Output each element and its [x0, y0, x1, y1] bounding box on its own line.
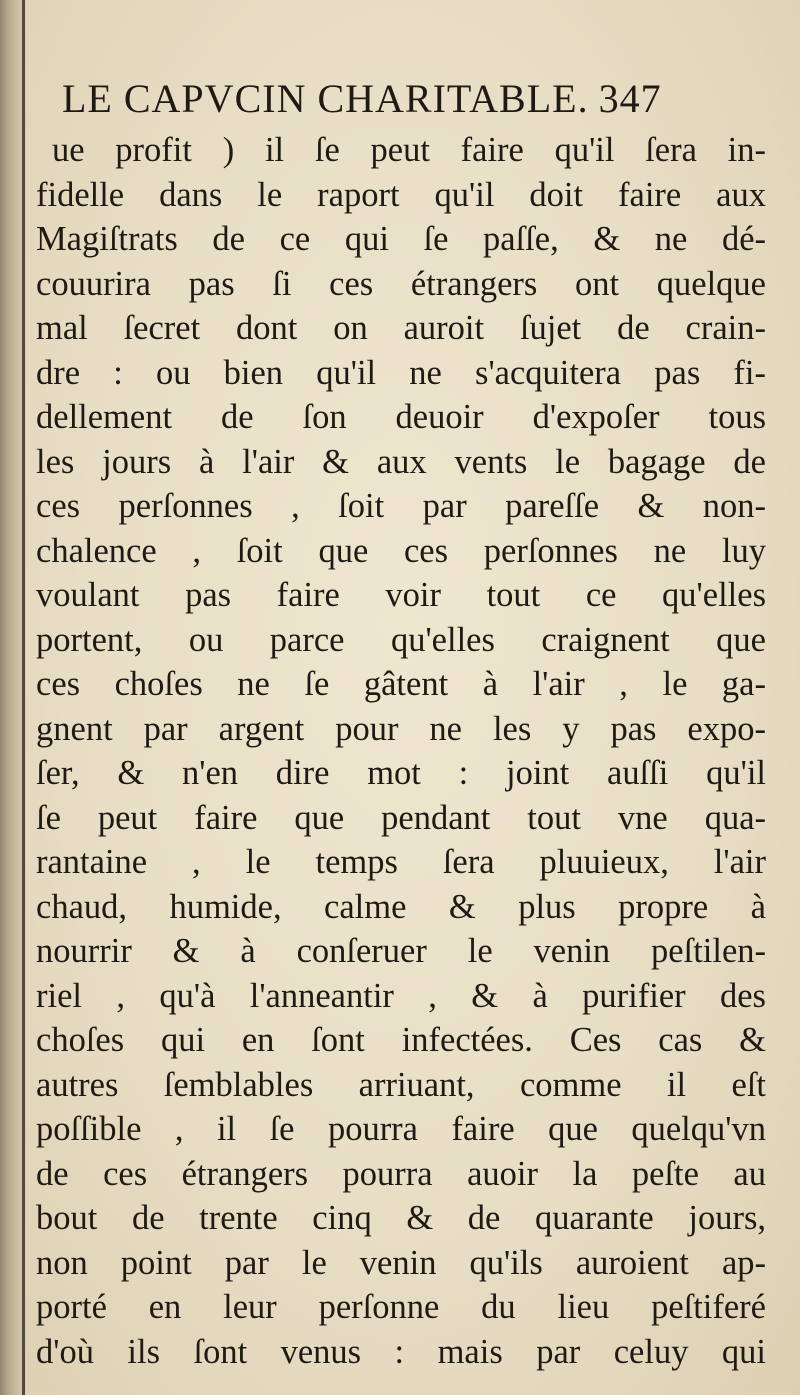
running-head-title: LE CAPVCIN CHARITABLE.: [62, 76, 589, 121]
text-line: chaud, humide, calme & plus propre à: [36, 887, 766, 926]
text-line: ue profit ) il ſe peut faire qu'il ſera in-: [52, 131, 766, 169]
text-line: gnent par argent pour ne les y pas expo-: [36, 709, 766, 748]
text-line: Magiſtrats de ce qui ſe paſſe, & ne dé-: [36, 220, 766, 258]
text-line: d'où ils ſont venus : mais par celuy qui: [36, 1332, 766, 1371]
text-line: autres ſemblables arriuant, comme il eſt: [36, 1065, 766, 1104]
page-number: 347: [598, 76, 662, 121]
text-line: bout de trente cinq & de quarante jours,: [36, 1199, 766, 1237]
text-line: porté en leur perſonne du lieu peſtiferé: [36, 1288, 766, 1326]
text-line: mal ſecret dont on auroit ſujet de crain-: [36, 309, 766, 347]
running-head: [62, 70, 752, 128]
text-line: les jours à l'air & aux vents le bagage de: [36, 442, 766, 481]
text-line: dellement de ſon deuoir d'expoſer tous: [36, 398, 766, 436]
text-line: portent, ou parce qu'elles craignent que: [36, 620, 766, 659]
text-line: riel , qu'à l'anneantir , & à purifier des: [36, 976, 766, 1015]
text-line: dre : ou bien qu'il ne s'acquitera pas fi-: [36, 353, 766, 392]
text-line: ces perſonnes , ſoit par pareſſe & non-: [36, 487, 766, 525]
text-line: poſſible , il ſe pourra faire que quelqu'vn: [36, 1110, 766, 1148]
text-line: chalence , ſoit que ces perſonnes ne luy: [36, 531, 766, 570]
text-line: voulant pas faire voir tout ce qu'elles: [36, 576, 766, 614]
text-line: ces choſes ne ſe gâtent à l'air , le ga-: [36, 665, 766, 703]
binding-fold: [22, 0, 25, 1395]
text-line: choſes qui en ſont infectées. Ces cas &: [36, 1021, 766, 1059]
text-line: rantaine , le temps ſera pluuieux, l'air: [36, 843, 766, 881]
text-line: nourrir & à conſeruer le venin peſtilen-: [36, 932, 766, 970]
text-line: de ces étrangers pourra auoir la peſte au: [36, 1154, 766, 1193]
body-text: [36, 128, 766, 1374]
text-line: non point par le venin qu'ils auroient ap-: [36, 1243, 766, 1282]
text-line: fidelle dans le raport qu'il doit faire aux: [36, 175, 766, 214]
text-line: ſer, & n'en dire mot : joint auſſi qu'il: [36, 754, 766, 792]
text-line: ſe peut faire que pendant tout vne qua-: [36, 798, 766, 837]
text-line: couurira pas ſi ces étrangers ont quelque: [36, 264, 766, 303]
